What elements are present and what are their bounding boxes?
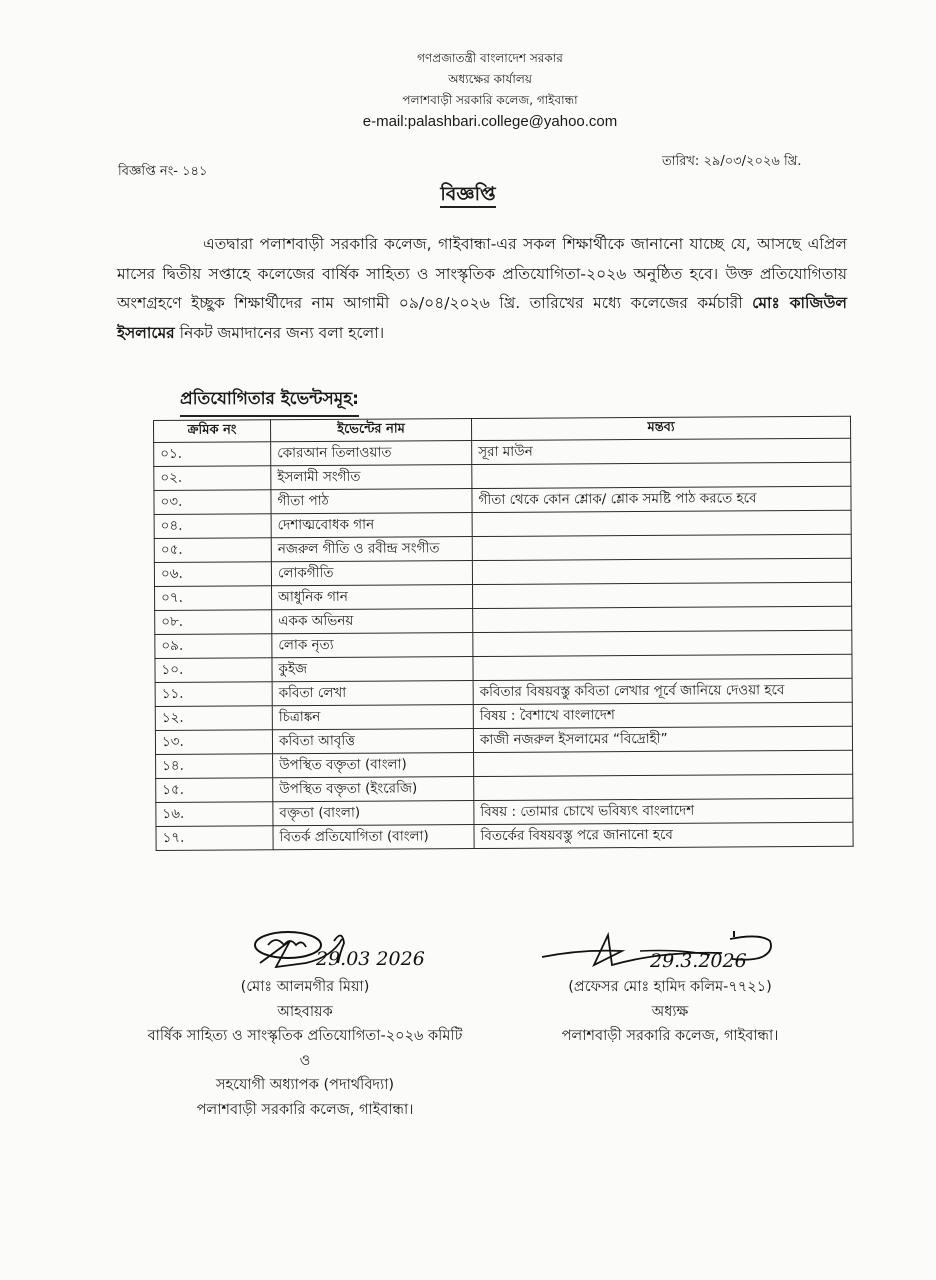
cell-serial: ০৭.: [155, 586, 272, 611]
cell-remark: [472, 463, 851, 489]
cell-remark: কাজী নজরুল ইসলামের “বিদ্রোহী”: [473, 727, 852, 753]
cell-remark: বিষয় : তোমার চোখে ভবিষ্যৎ বাংলাদেশ: [474, 799, 853, 825]
cell-event-name: কুইজ: [272, 657, 473, 682]
cell-remark: [473, 607, 852, 633]
events-heading: প্রতিযোগিতার ইভেন্টসমূহ:: [180, 386, 359, 417]
cell-serial: ১০.: [155, 658, 272, 683]
signature-scribble-icon: [110, 925, 500, 977]
cell-event-name: লোক নৃত্য: [272, 633, 473, 658]
cell-serial: ১৪.: [156, 754, 273, 779]
cell-serial: ০১.: [154, 442, 271, 467]
cell-serial: ০৫.: [154, 538, 271, 563]
cell-serial: ০৩.: [154, 490, 271, 515]
principal-name: (প্রফেসর মোঃ হামিদ কলিম-৭৭২১): [568, 979, 772, 995]
cell-event-name: ইসলামী সংগীত: [271, 465, 472, 490]
events-table-body: [154, 439, 853, 851]
cell-serial: ০৯.: [155, 634, 272, 659]
cell-remark: [472, 511, 851, 537]
notice-body-part2: নিকট জমাদানের জন্য বলা হলো।: [174, 323, 385, 342]
notice-title-text: বিজ্ঞপ্তি: [440, 183, 495, 208]
cell-event-name: নজরুল গীতি ও রবীন্দ্র সংগীত: [271, 537, 472, 562]
cell-remark: বিতর্কের বিষয়বস্তু পরে জানানো হবে: [474, 823, 853, 849]
cell-serial: ০৪.: [154, 514, 271, 539]
cell-serial: ১৫.: [156, 778, 273, 803]
cell-remark: [473, 583, 852, 609]
signature-block-principal: [520, 925, 820, 1049]
cell-event-name: লোকগীতি: [271, 561, 472, 586]
cell-event-name: বক্তৃতা (বাংলা): [273, 801, 474, 826]
table-row: [156, 823, 853, 851]
convener-role: আহবায়ক: [277, 1003, 333, 1020]
letterhead: [300, 48, 680, 132]
signature-date-principal: 29.3.2026: [650, 950, 747, 972]
cell-serial: ১৬.: [156, 802, 273, 827]
principal-institution: পলাশবাড়ী সরকারি কলেজ, গাইবান্ধা।: [561, 1028, 779, 1044]
cell-serial: ১৩.: [155, 730, 272, 755]
cell-event-name: কোরআন তিলাওয়াত: [271, 441, 472, 466]
notice-body: [117, 230, 847, 348]
cell-remark: বিষয় : বৈশাখে বাংলাদেশ: [473, 703, 852, 729]
memo-number: বিজ্ঞপ্তি নং- ১৪১: [118, 164, 208, 179]
principal-role: অধ্যক্ষ: [651, 1003, 689, 1020]
signature-block-convener: [110, 925, 500, 1122]
header-remark: মন্তব্য: [471, 416, 850, 441]
table-row: [154, 487, 851, 515]
college-name: পলাশবাড়ী সরকারি কলেজ, গাইবান্ধা: [402, 93, 578, 107]
cell-event-name: বিতর্ক প্রতিযোগিতা (বাংলা): [273, 825, 474, 850]
cell-event-name: কবিতা লেখা: [272, 681, 473, 706]
cell-remark: সূরা মাউন: [472, 439, 851, 465]
cell-event-name: একক অভিনয়: [272, 609, 473, 634]
cell-event-name: আধুনিক গান: [272, 585, 473, 610]
cell-remark: [474, 751, 853, 777]
notice-body-employee-name: মোঃ কাজিউল ইসলামের: [117, 294, 847, 342]
cell-remark: [472, 535, 851, 561]
government-name: গণপ্রজাতন্ত্রী বাংলাদেশ সরকার: [417, 51, 563, 65]
cell-serial: ১২.: [155, 706, 272, 731]
cell-serial: ০৬.: [154, 562, 271, 587]
header-event-name: ইভেন্টের নাম: [271, 419, 472, 443]
cell-event-name: গীতা পাঠ: [271, 489, 472, 514]
college-email: e-mail:palashbari.college@yahoo.com: [362, 113, 618, 130]
notice-title: [0, 180, 936, 212]
cell-event-name: কবিতা আবৃত্তি: [272, 729, 473, 754]
cell-remark: [473, 655, 852, 681]
signature-convener: [110, 925, 500, 975]
cell-serial: ১১.: [155, 682, 272, 707]
conjunction: ও: [299, 1052, 311, 1069]
cell-serial: ০৮.: [155, 610, 272, 635]
convener-institution: পলাশবাড়ী সরকারি কলেজ, গাইবান্ধা।: [196, 1101, 414, 1118]
cell-event-name: চিত্রাঙ্কন: [272, 705, 473, 730]
committee-name: বার্ষিক সাহিত্য ও সাংস্কৃতিক প্রতিযোগিতা-২০২৬ কমিটি: [147, 1028, 463, 1044]
cell-event-name: দেশাত্মবোধক গান: [271, 513, 472, 538]
notice-date: তারিখ: ২৯/০৩/২০২৬ খ্রি.: [662, 154, 802, 169]
convener-name: (মোঃ আলমগীর মিয়া): [240, 979, 370, 995]
notice-body-part1: এতদ্বারা পলাশবাড়ী সরকারি কলেজ, গাইবান্ধা-এর সকল শিক্ষার্থীকে জানানো যাচ্ছে যে, আসছে এপ্রিল মাসের দ্বিতীয় সপ্তাহে কলেজের বার্ষিক সাহিত্য ও সাংস্কৃতিক প্রতিযোগিতা-২০২৬ অনুষ্ঠিত হবে। উক্ত প্রতিযোগিতায় অংশগ্রহণে ইচ্ছুক শিক্ষার্থীদের নাম আগামী ০৯/০৪/২০২৬ খ্রি. তারিখের মধ্যে কলেজের কর্মচারী: [117, 235, 847, 312]
cell-remark: [474, 775, 853, 801]
office-name: অধ্যক্ষের কার্যালয়: [448, 72, 532, 86]
convener-designation: সহযোগী অধ্যাপক (পদার্থবিদ্যা): [215, 1077, 395, 1093]
table-row: [155, 679, 852, 707]
cell-serial: ১৭.: [156, 826, 273, 851]
header-serial: ক্রমিক নং: [154, 420, 271, 443]
cell-serial: ০২.: [154, 466, 271, 491]
cell-remark: [473, 631, 852, 657]
cell-remark: গীতা থেকে কোন শ্লোক/ শ্লোক সমষ্টি পাঠ করতে হবে: [472, 487, 851, 513]
cell-event-name: উপস্থিত বক্তৃতা (ইংরেজি): [273, 777, 474, 802]
signature-date-convener: 29.03 2026: [316, 948, 425, 970]
cell-event-name: উপস্থিত বক্তৃতা (বাংলা): [273, 753, 474, 778]
cell-remark: কবিতার বিষয়বস্তু কবিতা লেখার পূর্বে জানিয়ে দেওয়া হবে: [473, 679, 852, 705]
events-table: [153, 416, 854, 852]
signature-principal: [520, 925, 820, 975]
cell-remark: [472, 559, 851, 585]
